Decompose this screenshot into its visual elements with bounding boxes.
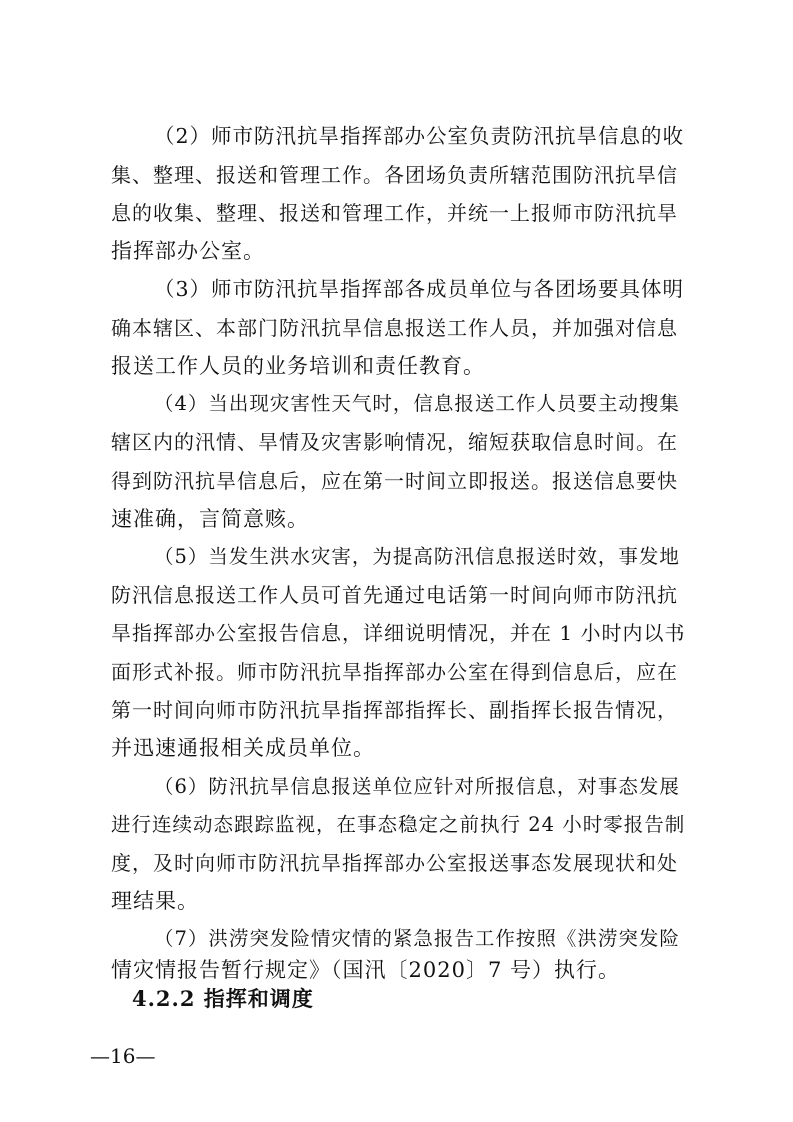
paragraph-4-line-5: 第一时间向师市防汛抗旱指挥部指挥长、副指挥长报告情况，: [111, 698, 678, 722]
paragraph-5-line-4: 理结果。: [111, 889, 199, 913]
paragraph-1-line-1: （2）师市防汛抗旱指挥部办公室负责防汛抗旱信息的收: [154, 124, 685, 148]
paragraph-5-line-2: 进行连续动态跟踪监视，在事态稳定之前执行 24 小时零报告制: [111, 813, 686, 836]
paragraph-3-line-1: （4）当出现灾害性天气时，信息报送工作人员要主动搜集: [154, 392, 680, 415]
paragraph-4-line-4: 面形式补报。师市防汛抗旱指挥部办公室在得到信息后，应在: [111, 660, 678, 684]
paragraph-2-line-2: 确本辖区、本部门防汛抗旱信息报送工作人员，并加强对信息: [111, 316, 678, 340]
paragraph-1-line-4: 指挥部办公室。: [111, 239, 265, 263]
paragraph-4-line-1: （5）当发生洪水灾害，为提高防汛信息报送时效，事发地: [154, 545, 680, 568]
paragraph-6-line-2: 情灾情报告暂行规定》（国汛〔2020〕7 号）执行。: [111, 958, 620, 982]
paragraph-1-line-2: 集、整理、报送和管理工作。各团场负责所辖范围防汛抗旱信: [111, 163, 678, 187]
paragraph-2-line-1: （3）师市防汛抗旱指挥部各成员单位与各团场要具体明: [154, 277, 685, 301]
paragraph-3-line-2: 辖区内的汛情、旱情及灾害影响情况，缩短获取信息时间。在: [111, 430, 678, 454]
paragraph-1-line-3: 息的收集、整理、报送和管理工作，并统一上报师市防汛抗旱: [111, 201, 678, 225]
paragraph-2-line-3: 报送工作人员的业务培训和责任教育。: [111, 354, 485, 378]
paragraph-5-line-3: 度，及时向师市防汛抗旱指挥部办公室报送事态发展现状和处: [111, 851, 678, 875]
paragraph-5-line-1: （6）防汛抗旱信息报送单位应针对所报信息，对事态发展: [154, 775, 680, 798]
page-number: —16—: [90, 1044, 156, 1068]
paragraph-4-line-3: 旱指挥部办公室报告信息，详细说明情况，并在 1 小时内以书: [111, 621, 686, 645]
paragraph-3-line-3: 得到防汛抗旱信息后，应在第一时间立即报送。报送信息要快: [111, 469, 678, 493]
paragraph-6-line-1: （7）洪涝突发险情灾情的紧急报告工作按照《洪涝突发险: [154, 927, 680, 950]
section-heading: 4.2.2 指挥和调度: [132, 986, 314, 1011]
paragraph-4-line-2: 防汛信息报送工作人员可首先通过电话第一时间向师市防汛抗: [111, 583, 678, 607]
paragraph-4-line-6: 并迅速通报相关成员单位。: [111, 736, 375, 760]
paragraph-3-line-4: 速准确，言简意赅。: [111, 507, 309, 531]
